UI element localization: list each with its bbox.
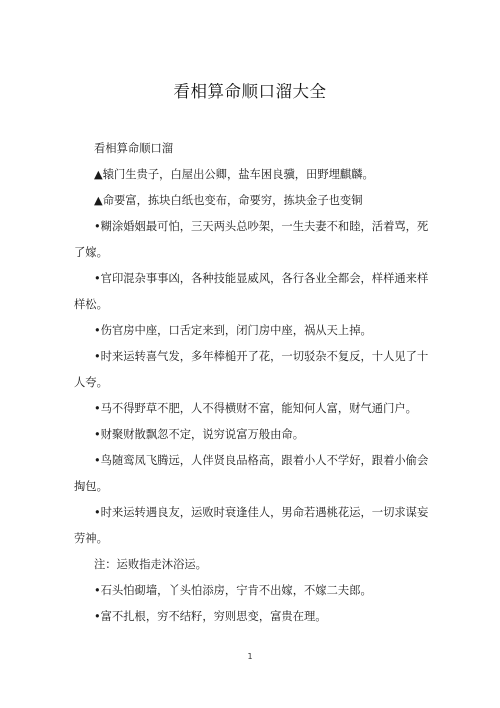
- paragraph: •鸟随鸾凤飞腾远，人伴贤良品格高，跟着小人不学好，跟着小偷会掏包。: [74, 454, 429, 493]
- paragraph: ▲辕门生贵子，白屋出公卿，盐车困良骥，田野埋麒麟。: [94, 168, 374, 181]
- paragraph: •时来运转遇良友，运败时衰逢佳人，男命若遇桃花运，一切求谋妄劳神。: [74, 506, 429, 545]
- paragraph: 注：运败指走沐浴运。: [94, 558, 207, 571]
- paragraph: •富不扎根，穷不结籽，穷则思变，富贵在理。: [94, 610, 327, 623]
- paragraph: •马不得野草不肥，人不得横财不富，能知何人富，财气通门户。: [94, 402, 417, 415]
- paragraph: •石头怕砌墙，丫头怕添房，宁肯不出嫁，不嫁二夫郎。: [94, 584, 372, 597]
- paragraph: •伤官房中座，口舌定来到，闭门房中座，祸从天上掉。: [94, 324, 372, 337]
- document-title: 看相算命顺口溜大全: [173, 82, 327, 101]
- document-body: [74, 136, 436, 630]
- paragraph: ▲命要富，拣块白纸也变布，命要穷，拣块金子也变铜: [94, 194, 363, 207]
- paragraph: •时来运转喜气发，多年棒槌开了花，一切驳杂不复反，十人见了十人夸。: [74, 350, 429, 389]
- paragraph: 看相算命顺口溜: [94, 142, 174, 155]
- paragraph: •官印混杂事事凶，各种技能显威风，各行各业全都会，样样通来样样松。: [74, 272, 429, 311]
- paragraph: •财聚财散飘忽不定，说穷说富万般由命。: [94, 428, 305, 441]
- paragraph: •糊涂婚姻最可怕，三天两头总吵架，一生夫妻不和睦，活着骂，死了嫁。: [74, 220, 429, 259]
- page-number: 1: [247, 652, 253, 661]
